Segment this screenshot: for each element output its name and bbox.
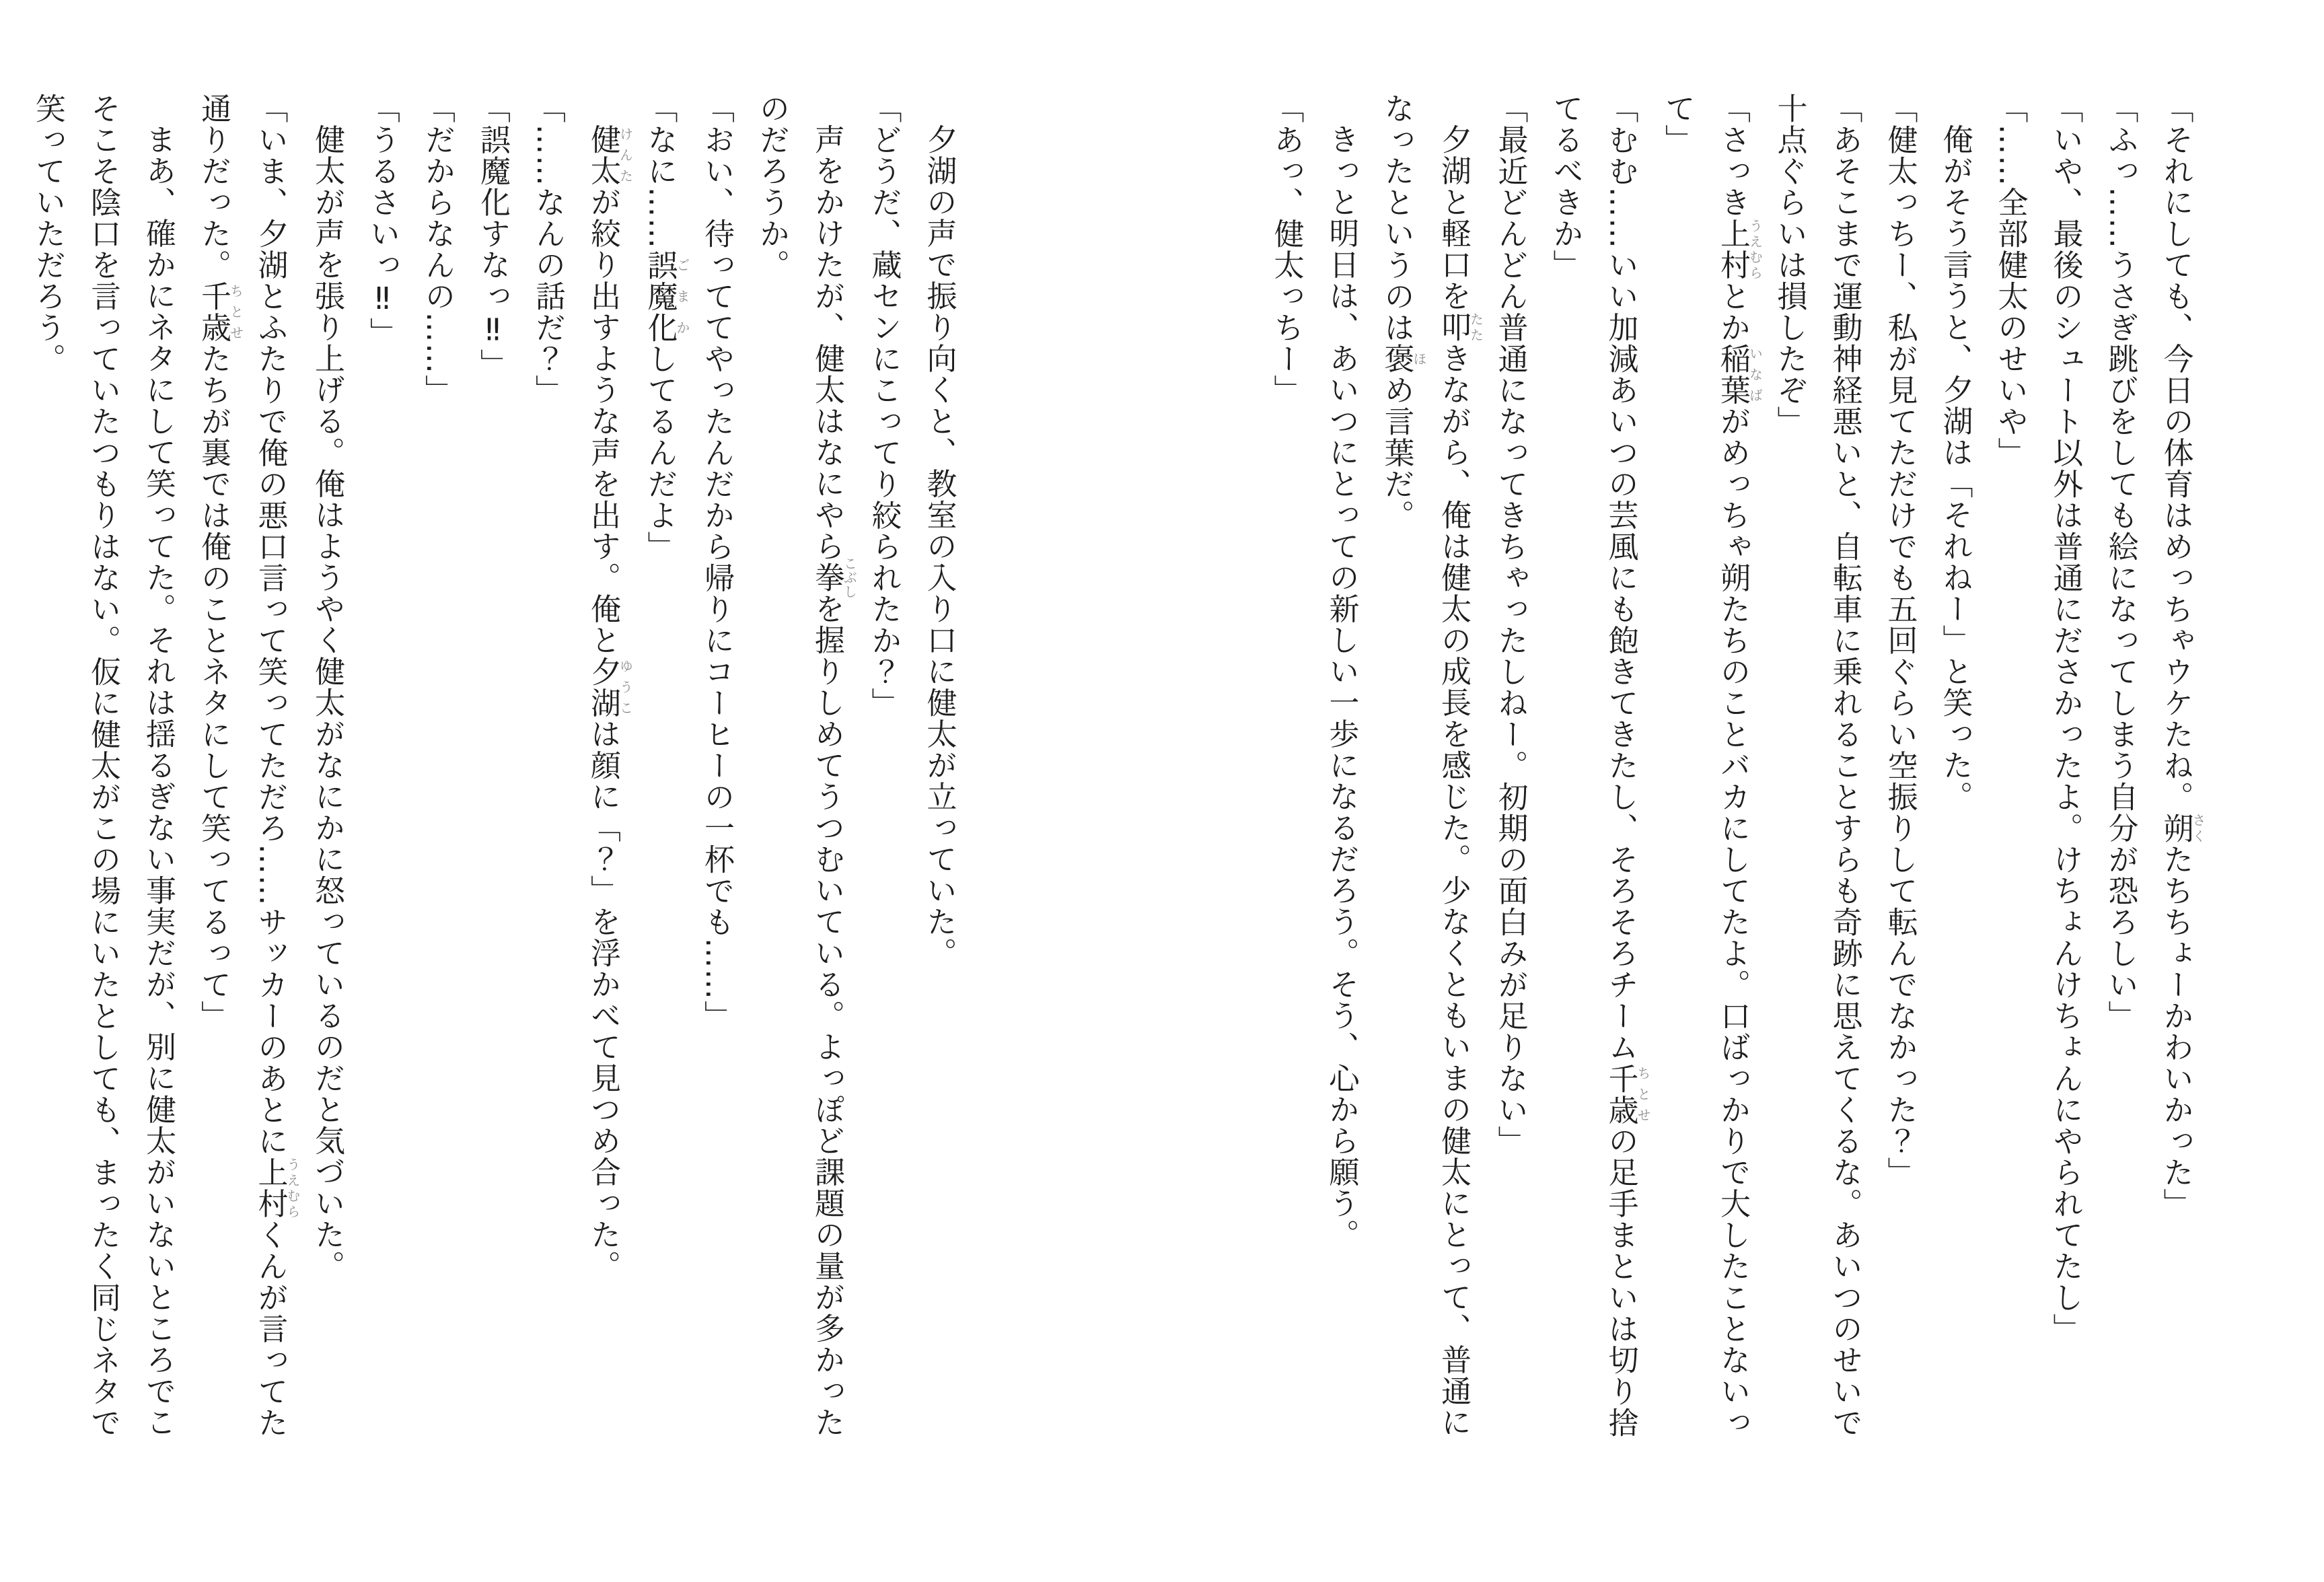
text-line: 「……全部健太のせいや」	[1992, 93, 2029, 468]
text-line: 夕湖と軽口を叩たたきながら、俺は健太の成長を感じた。少なくともいまの健太にとって、普通に	[1436, 124, 1484, 1438]
text-line: 「おい、待っててやったんだから帰りにコーヒーの一杯でも……」	[699, 93, 735, 1032]
furigana-ruby: 拳こぶし	[809, 556, 858, 599]
furigana-reading: ごまか	[674, 249, 690, 343]
furigana-ruby: 千歳ちとせ	[1603, 1063, 1651, 1126]
text-line: 「いま、夕湖とふたりで俺の悪口言って笑ってただろ……サッカーのあとに上村うえむらくんが言ってた	[252, 93, 301, 1439]
text-line: そこそ陰口を言っていたつもりはない。仮に健太がこの場にいたとしても、まったく同じネタで	[85, 93, 121, 1439]
text-line: 健太けんたが絞り出すような声を出す。俺と夕湖ゆうこは顔に「？」を浮かべて見つめ合った。	[585, 124, 634, 1282]
text-line: きっと明日は、あいつにとっての新しい一歩になるだろう。そう、心から願う。	[1323, 124, 1360, 1250]
page-right[interactable]	[1259, 93, 2206, 1513]
furigana-reading: ほ	[1411, 343, 1427, 375]
text-line: 健太が声を張り上げる。俺はようやく健太がなにかに怒っているのだと気づいた。	[310, 124, 345, 1282]
furigana-reading: うえむら	[285, 1157, 301, 1219]
furigana-reading: うえむら	[1747, 218, 1764, 281]
furigana-reading: ちとせ	[227, 281, 244, 343]
text-line: 「いや、最後のシュート以外は普通にださかったよ。けちょんけちょんにやられてたし」	[2047, 93, 2084, 1344]
furigana-reading: こぶし	[841, 556, 858, 599]
text-line: 「あっ、健太っちー」	[1268, 93, 1305, 406]
furigana-reading: いなば	[1747, 343, 1764, 406]
text-line: なったというのは褒ほめ言葉だ。	[1379, 93, 1427, 531]
text-line: 十点ぐらいは損したぞ」	[1772, 93, 1808, 437]
furigana-ruby: 千歳ちとせ	[196, 281, 244, 343]
text-line: 「むむ……いい加減あいつの芸風にも飽きてきたし、そろそろチーム千歳ちとせの足手まといは切り捨	[1603, 93, 1651, 1439]
text-line: てるべきか」	[1548, 93, 1584, 281]
furigana-reading: ちとせ	[1635, 1063, 1651, 1126]
text-line: 「ふっ……うさぎ跳びをしても絵になってしまう自分が恐ろしい」	[2103, 93, 2139, 1032]
furigana-ruby: 叩たた	[1436, 312, 1484, 343]
text-line: 「うるさいっ‼」	[365, 93, 400, 349]
text-line: て」	[1660, 93, 1696, 155]
text-line: 通りだった。千歳ちとせたちが裏では俺のことネタにして笑ってるって」	[196, 93, 244, 1032]
furigana-ruby: 夕湖ゆうこ	[585, 655, 634, 719]
furigana-ruby: 朔さく	[2158, 812, 2206, 844]
page-left[interactable]	[20, 93, 967, 1513]
furigana-ruby: 上村うえむら	[1715, 218, 1764, 281]
text-line: 「なに……誤魔化ごまかしてるんだよ」	[642, 93, 690, 563]
text-line: 「健太っちー、私が見てただけでも五回ぐらい空振りして転んでなかった？」	[1882, 93, 1918, 1188]
text-line: 「誤魔化すなっ‼」	[475, 93, 511, 380]
furigana-ruby: 稲葉いなば	[1715, 343, 1764, 406]
text-line: 「どうだ、蔵センにこってり絞られたか？」	[866, 93, 902, 719]
text-line: まあ、確かにネタにして笑ってた。それは揺るぎない事実だが、別に健太がいないところでこ	[141, 124, 176, 1438]
furigana-reading: さく	[2190, 812, 2206, 844]
text-line: 夕湖の声で振り向くと、教室の入り口に健太が立っていた。	[921, 124, 957, 969]
text-line: 笑っていただろう。	[30, 93, 66, 375]
furigana-ruby: 健太けんた	[585, 124, 634, 186]
text-line: 「それにしても、今日の体育はめっちゃウケたね。朔さくたちちょーかわいかった」	[2158, 93, 2206, 1219]
text-line: 「さっき上村うえむらとか稲葉いなばがめっちゃ朔たちのことバカにしてたよ。口ばっかりで大したことないっ	[1715, 93, 1764, 1439]
text-line: 「最近どんどん普通になってきちゃったしねー。初期の面白みが足りない」	[1492, 93, 1529, 1157]
text-line: 俺がそう言うと、夕湖は「それねー」と笑った。	[1937, 124, 1973, 812]
furigana-ruby: 褒ほ	[1379, 343, 1427, 375]
text-line: 「だからなんの……」	[420, 93, 456, 406]
text-line: 声をかけたが、健太はなにやら拳こぶしを握りしめてうつむいている。よっぽど課題の量が多かった	[809, 124, 858, 1438]
furigana-ruby: 上村うえむら	[252, 1157, 301, 1219]
text-line: のだろうか。	[754, 93, 790, 281]
furigana-ruby: 誤魔化ごまか	[642, 249, 690, 343]
text-line: 「あそこまで運動神経悪いと、自転車に乗れることすらも奇跡に思えてくるな。あいつのせいで	[1827, 93, 1863, 1439]
furigana-reading: たた	[1467, 312, 1484, 343]
text-line: 「……なんの話だ？」	[530, 93, 566, 406]
furigana-reading: けんた	[617, 124, 634, 186]
furigana-reading: ゆうこ	[617, 655, 634, 719]
